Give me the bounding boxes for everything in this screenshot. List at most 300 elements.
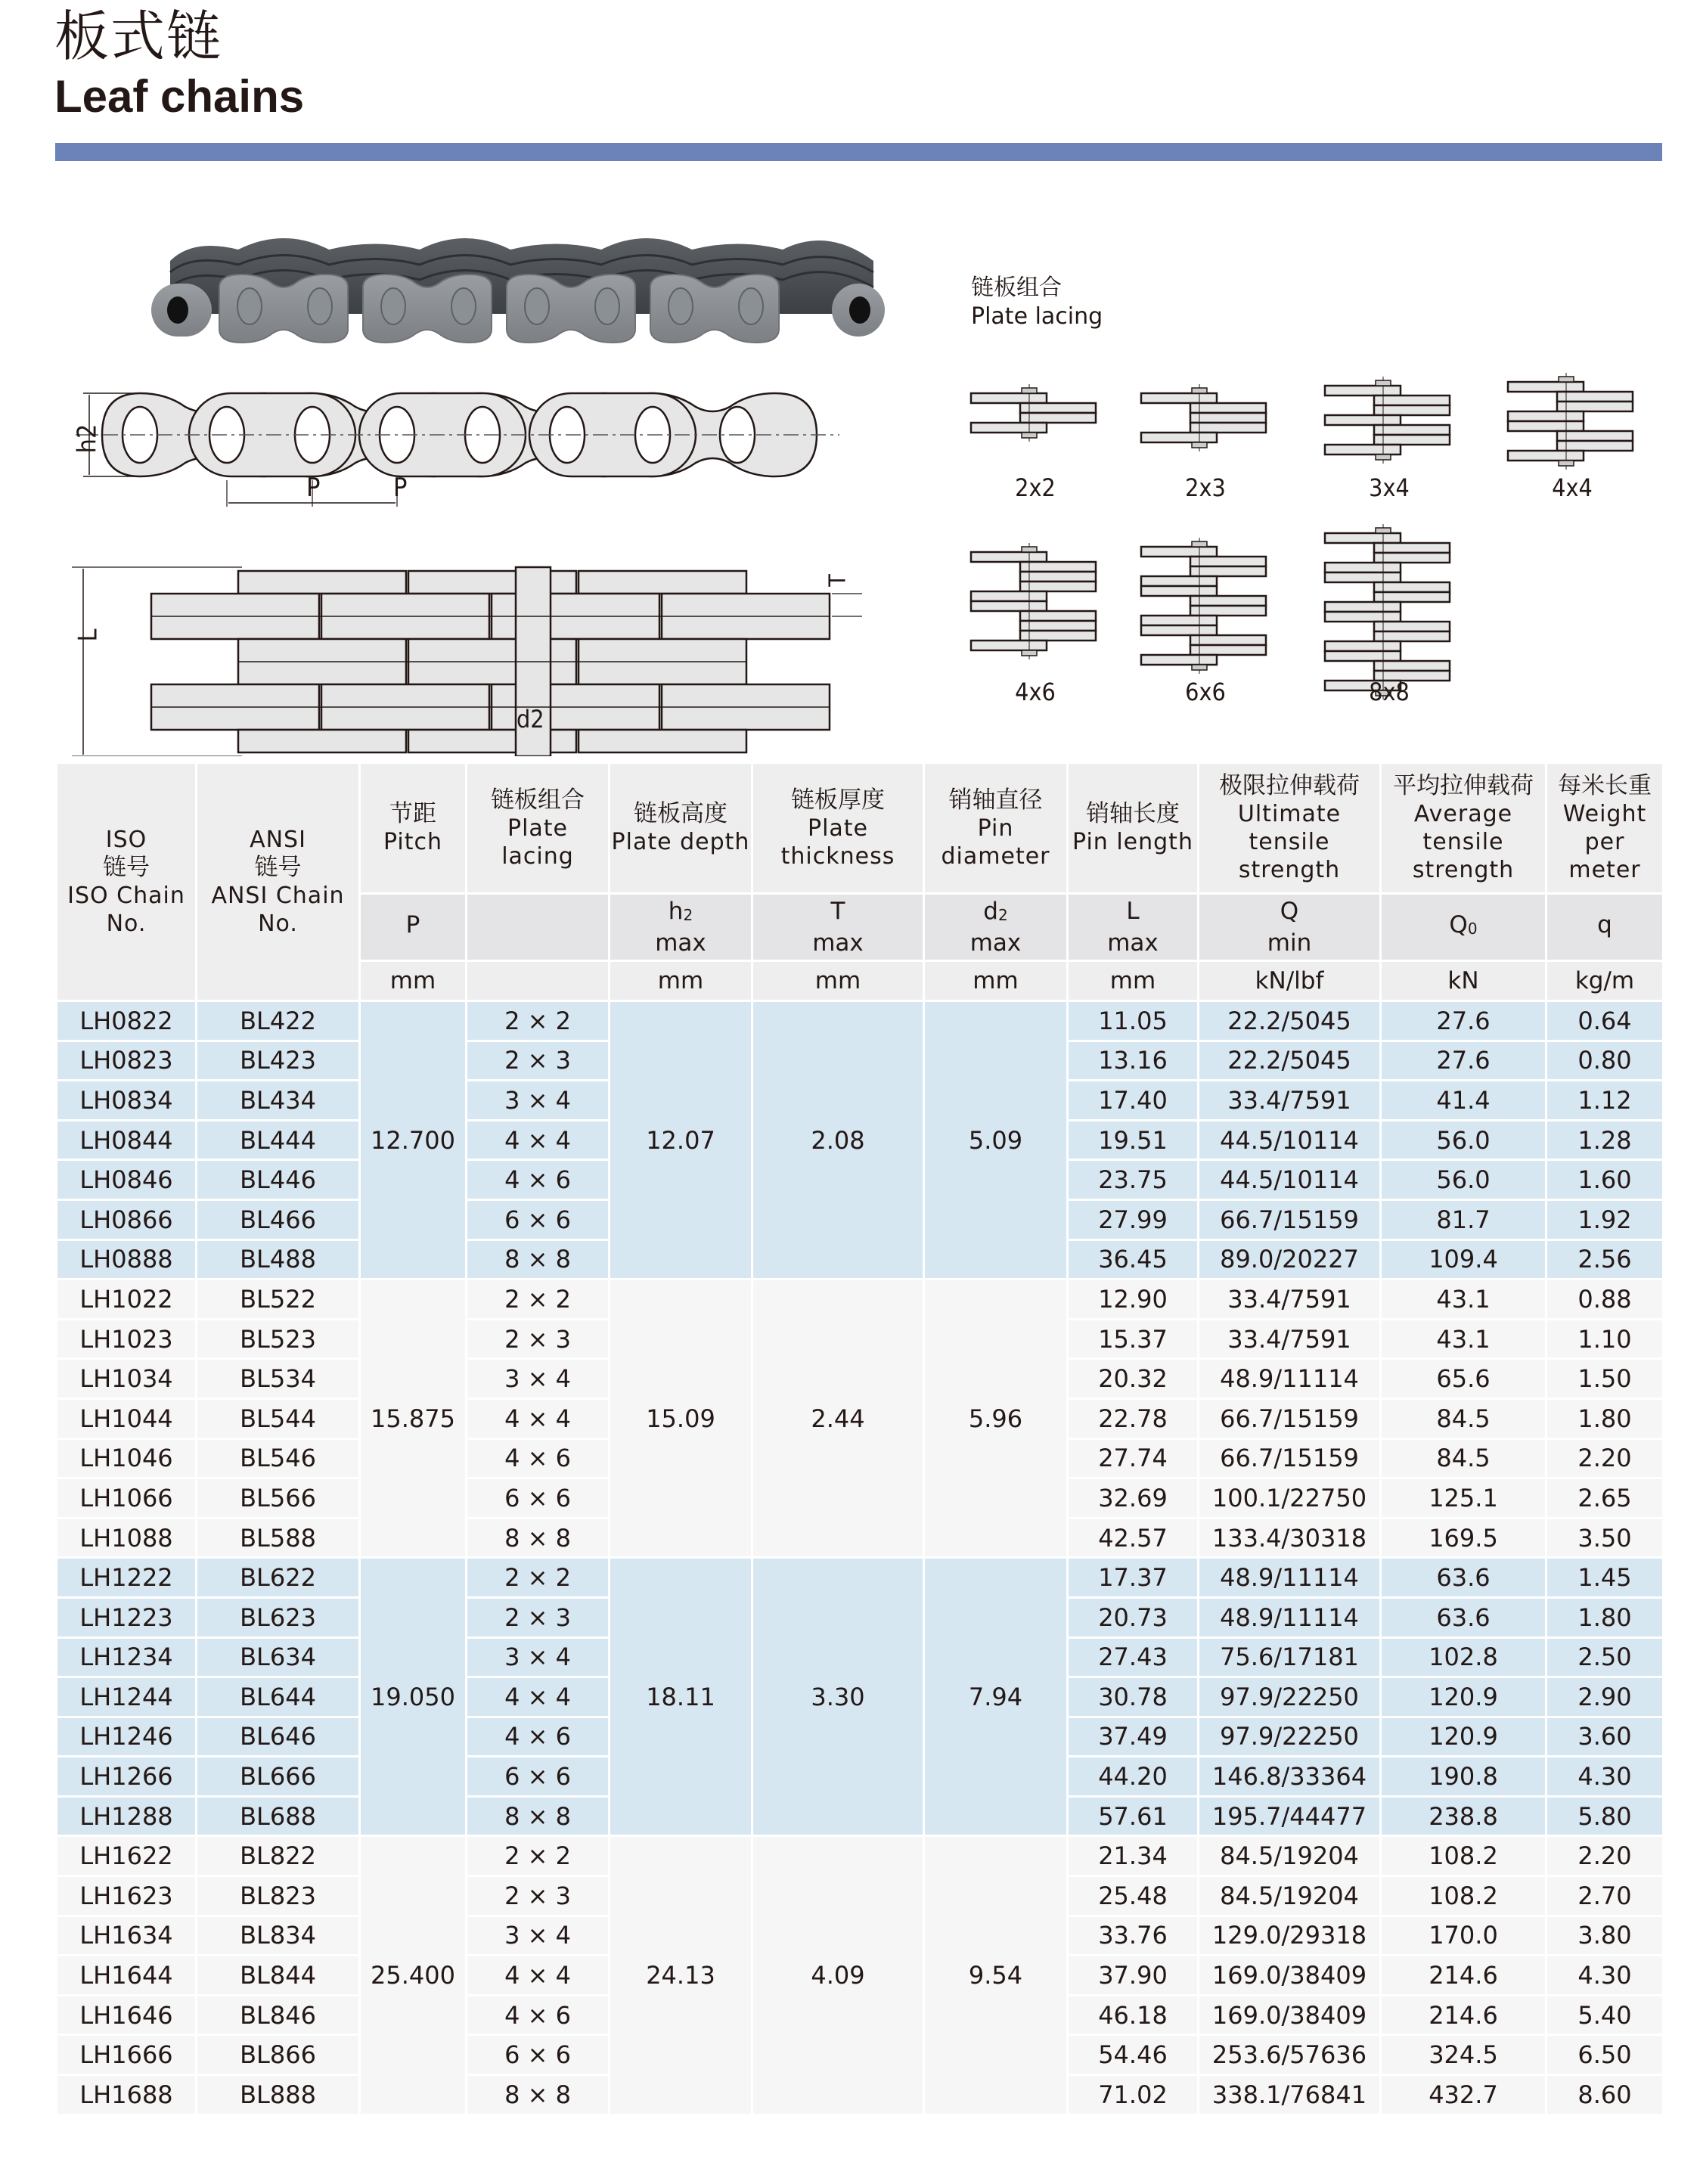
col-symbol: Q (1449, 911, 1468, 938)
weight-per-meter-value: 4.30 (1546, 1956, 1664, 1996)
weight-per-meter-value: 2.50 (1546, 1637, 1664, 1677)
weight-per-meter-value: 3.80 (1546, 1916, 1664, 1956)
plate-lacing-value: 8 × 8 (467, 1239, 610, 1280)
iso-label-en: ISO Chain No. (67, 883, 185, 937)
ansi-chain-no: BL646 (197, 1717, 360, 1757)
col-header-9 (1381, 763, 1546, 894)
col-header-5 (752, 763, 924, 894)
average-strength-value: 63.6 (1381, 1597, 1546, 1637)
plate-lacing-icon (952, 541, 1118, 662)
pin-length-value: 44.20 (1068, 1757, 1199, 1797)
leaf-chain-spec-table (55, 762, 1664, 2116)
plate-lacing-value: 3 × 4 (467, 1081, 610, 1121)
col-title-en: Pin diameter (941, 814, 1050, 870)
ansi-chain-no: BL634 (197, 1637, 360, 1677)
weight-per-meter-value: 2.70 (1546, 1876, 1664, 1916)
plate-depth-value: 24.13 (610, 1836, 752, 2114)
plate-thickness-value: 3.30 (752, 1558, 924, 1836)
pin-length-value: 11.05 (1068, 1001, 1199, 1041)
col-unit: mm (973, 966, 1019, 994)
plate-lacing-value: 4 × 4 (467, 1677, 610, 1717)
iso-chain-no: LH1666 (57, 2035, 197, 2075)
leaf-chain-photo (147, 231, 889, 344)
col-title-en: Weight per meter (1562, 801, 1647, 883)
col-unit-9 (1381, 961, 1546, 1001)
ansi-chain-no: BL423 (197, 1041, 360, 1081)
pin-length-value: 27.74 (1068, 1438, 1199, 1478)
pin-length-value: 21.34 (1068, 1836, 1199, 1876)
col-header-iso (57, 763, 197, 1001)
plate-lacing-value: 4 × 6 (467, 1438, 610, 1478)
ultimate-strength-value: 89.0/20227 (1199, 1239, 1381, 1280)
col-unit: kN (1447, 966, 1479, 994)
ultimate-strength-value: 338.1/76841 (1199, 2075, 1381, 2115)
col-header-7 (1068, 763, 1199, 894)
col-title-cn: 节距 (389, 800, 436, 827)
col-unit-5 (752, 961, 924, 1001)
iso-label-cn: 链号 (103, 854, 150, 881)
ansi-chain-no: BL446 (197, 1160, 360, 1200)
plate-lacing-value: 4 × 4 (467, 1398, 610, 1438)
plate-lacing-heading (971, 274, 1103, 331)
col-symbol: T (830, 897, 845, 925)
plate-lacing-item-4x4 (1489, 371, 1655, 502)
plate-lacing-value: 3 × 4 (467, 1916, 610, 1956)
table-row (57, 1001, 1664, 1041)
title-divider-bar (55, 143, 1662, 161)
ultimate-strength-value: 75.6/17181 (1199, 1637, 1381, 1677)
col-symbol-3 (467, 894, 610, 961)
ultimate-strength-value: 66.7/15159 (1199, 1438, 1381, 1478)
plate-lacing-value: 3 × 4 (467, 1637, 610, 1677)
pitch-value: 19.050 (360, 1558, 467, 1836)
plate-lacing-item-2x2 (952, 382, 1118, 502)
col-unit-7 (1068, 961, 1199, 1001)
ansi-label-en: ANSI Chain No. (211, 883, 345, 937)
col-unit-3 (467, 961, 610, 1001)
pitch-dimension-label-2: P (393, 473, 408, 503)
plate-lacing-value: 6 × 6 (467, 1478, 610, 1519)
plate-lacing-value: 6 × 6 (467, 2035, 610, 2075)
pin-diameter-value: 9.54 (924, 1836, 1068, 2114)
col-title-en: Ultimate tensile strength (1237, 801, 1342, 883)
ansi-chain-no: BL844 (197, 1956, 360, 1996)
col-symbol-8 (1199, 894, 1381, 961)
iso-chain-no: LH0823 (57, 1041, 197, 1081)
plate-lacing-value: 2 × 2 (467, 1280, 610, 1320)
col-header-2 (360, 763, 467, 894)
pin-diameter-value: 5.09 (924, 1001, 1068, 1280)
pin-length-value: 27.99 (1068, 1199, 1199, 1239)
ansi-label: ANSI (250, 827, 306, 853)
col-title-cn: 极限拉伸载荷 (1219, 772, 1360, 799)
ansi-chain-no: BL834 (197, 1916, 360, 1956)
ansi-chain-no: BL644 (197, 1677, 360, 1717)
plate-depth-value: 18.11 (610, 1558, 752, 1836)
col-unit-8 (1199, 961, 1381, 1001)
ultimate-strength-value: 84.5/19204 (1199, 1836, 1381, 1876)
iso-chain-no: LH0888 (57, 1239, 197, 1280)
pin-diameter-value: 5.96 (924, 1280, 1068, 1558)
iso-chain-no: LH0866 (57, 1199, 197, 1239)
pitch-value: 12.700 (360, 1001, 467, 1280)
col-header-6 (924, 763, 1068, 894)
plate-lacing-value: 2 × 3 (467, 1319, 610, 1359)
average-strength-value: 27.6 (1381, 1041, 1546, 1081)
weight-per-meter-value: 0.88 (1546, 1280, 1664, 1320)
iso-chain-no: LH1644 (57, 1956, 197, 1996)
side-view-diagram (53, 371, 885, 514)
pin-length-value: 42.57 (1068, 1518, 1199, 1558)
iso-chain-no: LH1046 (57, 1438, 197, 1478)
average-strength-value: 120.9 (1381, 1717, 1546, 1757)
ansi-chain-no: BL588 (197, 1518, 360, 1558)
ansi-chain-no: BL523 (197, 1319, 360, 1359)
average-strength-value: 102.8 (1381, 1637, 1546, 1677)
ansi-chain-no: BL622 (197, 1558, 360, 1598)
col-symbol-2 (360, 894, 467, 961)
ansi-chain-no: BL488 (197, 1239, 360, 1280)
col-limit: max (1107, 929, 1159, 957)
average-strength-value: 27.6 (1381, 1001, 1546, 1041)
col-unit: kN/lbf (1255, 966, 1324, 994)
plate-lacing-title-cn: 链板组合 (971, 275, 1062, 301)
weight-per-meter-value: 0.64 (1546, 1001, 1664, 1041)
iso-chain-no: LH0822 (57, 1001, 197, 1041)
pin-length-value: 32.69 (1068, 1478, 1199, 1519)
weight-per-meter-value: 6.50 (1546, 2035, 1664, 2075)
ultimate-strength-value: 48.9/11114 (1199, 1359, 1381, 1399)
weight-per-meter-value: 3.60 (1546, 1717, 1664, 1757)
ultimate-strength-value: 97.9/22250 (1199, 1717, 1381, 1757)
col-unit: mm (814, 966, 861, 994)
pin-length-value: 23.75 (1068, 1160, 1199, 1200)
plate-lacing-label: 3x4 (1369, 473, 1410, 502)
plate-lacing-item-4x6 (952, 541, 1118, 706)
weight-per-meter-value: 1.60 (1546, 1160, 1664, 1200)
iso-chain-no: LH1244 (57, 1677, 197, 1717)
col-unit: kg/m (1574, 966, 1635, 994)
average-strength-value: 190.8 (1381, 1757, 1546, 1797)
weight-per-meter-value: 1.28 (1546, 1120, 1664, 1160)
col-title-cn: 每米长重 (1558, 772, 1652, 799)
col-unit-10 (1546, 961, 1664, 1001)
iso-chain-no: LH1234 (57, 1637, 197, 1677)
iso-chain-no: LH0834 (57, 1081, 197, 1121)
iso-chain-no: LH1022 (57, 1280, 197, 1320)
col-symbol: q (1597, 911, 1612, 938)
weight-per-meter-value: 2.90 (1546, 1677, 1664, 1717)
pin-length-value: 17.37 (1068, 1558, 1199, 1598)
col-symbol-sub: 2 (683, 905, 693, 924)
col-symbol-sub: 0 (1467, 920, 1478, 938)
pitch-group-12.700 (57, 1001, 1664, 1280)
ansi-chain-no: BL866 (197, 2035, 360, 2075)
col-title-en: Plate lacing (501, 814, 574, 870)
average-strength-value: 214.6 (1381, 1956, 1546, 1996)
plate-lacing-value: 8 × 8 (467, 1518, 610, 1558)
col-unit: mm (389, 966, 436, 994)
pin-diameter-value: 7.94 (924, 1558, 1068, 1836)
average-strength-value: 84.5 (1381, 1398, 1546, 1438)
ultimate-strength-value: 169.0/38409 (1199, 1995, 1381, 2035)
pin-length-value: 46.18 (1068, 1995, 1199, 2035)
ansi-chain-no: BL822 (197, 1836, 360, 1876)
col-symbol-5 (752, 894, 924, 961)
plate-lacing-value: 2 × 2 (467, 1836, 610, 1876)
average-strength-value: 238.8 (1381, 1796, 1546, 1836)
ultimate-strength-value: 22.2/5045 (1199, 1001, 1381, 1041)
col-header-10 (1546, 763, 1664, 894)
pin-diameter-dimension-label: d2 (517, 705, 544, 734)
plate-lacing-icon (1306, 374, 1472, 466)
col-unit-6 (924, 961, 1068, 1001)
plate-lacing-label: 2x3 (1185, 473, 1226, 502)
pin-length-value: 15.37 (1068, 1319, 1199, 1359)
weight-per-meter-value: 2.56 (1546, 1239, 1664, 1280)
col-symbol-10 (1546, 894, 1664, 961)
plate-lacing-value: 4 × 4 (467, 1956, 610, 1996)
pitch-group-19.050 (57, 1558, 1664, 1836)
weight-per-meter-value: 8.60 (1546, 2075, 1664, 2115)
plate-lacing-icon (1122, 535, 1289, 676)
ultimate-strength-value: 33.4/7591 (1199, 1319, 1381, 1359)
pin-length-value: 30.78 (1068, 1677, 1199, 1717)
average-strength-value: 81.7 (1381, 1199, 1546, 1239)
pin-length-value: 37.90 (1068, 1956, 1199, 1996)
average-strength-value: 43.1 (1381, 1319, 1546, 1359)
col-symbol-sub: 2 (997, 905, 1008, 924)
pin-length-value: 37.49 (1068, 1717, 1199, 1757)
plate-lacing-item-2x3 (1122, 382, 1289, 502)
ansi-chain-no: BL623 (197, 1597, 360, 1637)
iso-chain-no: LH1288 (57, 1796, 197, 1836)
col-symbol: L (1126, 897, 1140, 925)
ultimate-strength-value: 133.4/30318 (1199, 1518, 1381, 1558)
ultimate-strength-value: 48.9/11114 (1199, 1558, 1381, 1598)
iso-chain-no: LH1266 (57, 1757, 197, 1797)
table-row (57, 1836, 1664, 1876)
pin-length-value: 57.61 (1068, 1796, 1199, 1836)
col-header-4 (610, 763, 752, 894)
ultimate-strength-value: 44.5/10114 (1199, 1160, 1381, 1200)
pin-length-value: 54.46 (1068, 2035, 1199, 2075)
weight-per-meter-value: 2.20 (1546, 1836, 1664, 1876)
pin-length-value: 13.16 (1068, 1041, 1199, 1081)
col-title-cn: 链板组合 (491, 786, 585, 814)
height-dimension-label: h2 (72, 423, 103, 454)
ansi-chain-no: BL666 (197, 1757, 360, 1797)
average-strength-value: 65.6 (1381, 1359, 1546, 1399)
average-strength-value: 43.1 (1381, 1280, 1546, 1320)
col-title-cn: 销轴长度 (1086, 800, 1180, 827)
ansi-chain-no: BL688 (197, 1796, 360, 1836)
plate-lacing-value: 8 × 8 (467, 1796, 610, 1836)
iso-chain-no: LH1646 (57, 1995, 197, 2035)
ansi-chain-no: BL546 (197, 1438, 360, 1478)
page-title-chinese: 板式链 (54, 5, 223, 68)
col-unit: mm (1109, 966, 1156, 994)
weight-per-meter-value: 1.50 (1546, 1359, 1664, 1399)
average-strength-value: 108.2 (1381, 1836, 1546, 1876)
ultimate-strength-value: 195.7/44477 (1199, 1796, 1381, 1836)
average-strength-value: 120.9 (1381, 1677, 1546, 1717)
plate-lacing-label: 4x4 (1552, 473, 1593, 502)
plate-lacing-icon (952, 382, 1118, 444)
average-strength-value: 41.4 (1381, 1081, 1546, 1121)
length-dimension-label: L (73, 628, 104, 642)
weight-per-meter-value: 0.80 (1546, 1041, 1664, 1081)
iso-chain-no: LH1223 (57, 1597, 197, 1637)
weight-per-meter-value: 2.65 (1546, 1478, 1664, 1519)
average-strength-value: 109.4 (1381, 1239, 1546, 1280)
pitch-value: 15.875 (360, 1280, 467, 1558)
plate-lacing-value: 2 × 3 (467, 1876, 610, 1916)
pitch-dimension-label-1: P (306, 473, 321, 503)
average-strength-value: 214.6 (1381, 1995, 1546, 2035)
weight-per-meter-value: 4.30 (1546, 1757, 1664, 1797)
iso-chain-no: LH1066 (57, 1478, 197, 1519)
ansi-chain-no: BL846 (197, 1995, 360, 2035)
plate-lacing-label: 6x6 (1185, 678, 1226, 706)
iso-label: ISO (105, 827, 147, 853)
thickness-dimension-label: T (824, 574, 852, 587)
weight-per-meter-value: 5.80 (1546, 1796, 1664, 1836)
iso-chain-no: LH1034 (57, 1359, 197, 1399)
table-row (57, 1280, 1664, 1320)
weight-per-meter-value: 1.45 (1546, 1558, 1664, 1598)
iso-chain-no: LH0846 (57, 1160, 197, 1200)
plate-lacing-icon (1122, 382, 1289, 454)
plate-thickness-value: 2.08 (752, 1001, 924, 1280)
ultimate-strength-value: 33.4/7591 (1199, 1081, 1381, 1121)
pitch-value: 25.400 (360, 1836, 467, 2114)
col-symbol-9 (1381, 894, 1546, 961)
pin-length-value: 17.40 (1068, 1081, 1199, 1121)
plate-lacing-icon (1489, 371, 1655, 472)
plate-lacing-value: 4 × 6 (467, 1160, 610, 1200)
iso-chain-no: LH1222 (57, 1558, 197, 1598)
top-view-diagram (53, 560, 885, 756)
ansi-chain-no: BL422 (197, 1001, 360, 1041)
ultimate-strength-value: 146.8/33364 (1199, 1757, 1381, 1797)
pin-length-value: 22.78 (1068, 1398, 1199, 1438)
ansi-chain-no: BL823 (197, 1876, 360, 1916)
iso-chain-no: LH1622 (57, 1836, 197, 1876)
weight-per-meter-value: 1.12 (1546, 1081, 1664, 1121)
pin-length-value: 20.32 (1068, 1359, 1199, 1399)
pin-length-value: 25.48 (1068, 1876, 1199, 1916)
ansi-chain-no: BL544 (197, 1398, 360, 1438)
col-header-ansi (197, 763, 360, 1001)
average-strength-value: 56.0 (1381, 1160, 1546, 1200)
average-strength-value: 324.5 (1381, 2035, 1546, 2075)
col-limit: max (812, 929, 864, 957)
plate-lacing-value: 4 × 6 (467, 1717, 610, 1757)
average-strength-value: 84.5 (1381, 1438, 1546, 1478)
plate-thickness-value: 4.09 (752, 1836, 924, 2114)
weight-per-meter-value: 1.10 (1546, 1319, 1664, 1359)
ansi-chain-no: BL888 (197, 2075, 360, 2115)
col-symbol-7 (1068, 894, 1199, 961)
ultimate-strength-value: 48.9/11114 (1199, 1597, 1381, 1637)
average-strength-value: 63.6 (1381, 1558, 1546, 1598)
ultimate-strength-value: 100.1/22750 (1199, 1478, 1381, 1519)
weight-per-meter-value: 3.50 (1546, 1518, 1664, 1558)
ultimate-strength-value: 66.7/15159 (1199, 1398, 1381, 1438)
weight-per-meter-value: 1.80 (1546, 1398, 1664, 1438)
plate-lacing-value: 4 × 6 (467, 1995, 610, 2035)
ansi-chain-no: BL434 (197, 1081, 360, 1121)
col-unit-2 (360, 961, 467, 1001)
ansi-chain-no: BL534 (197, 1359, 360, 1399)
pitch-group-15.875 (57, 1280, 1664, 1558)
iso-chain-no: LH1634 (57, 1916, 197, 1956)
plate-lacing-value: 2 × 2 (467, 1558, 610, 1598)
weight-per-meter-value: 1.80 (1546, 1597, 1664, 1637)
average-strength-value: 170.0 (1381, 1916, 1546, 1956)
iso-chain-no: LH1688 (57, 2075, 197, 2115)
ultimate-strength-value: 84.5/19204 (1199, 1876, 1381, 1916)
pin-length-value: 27.43 (1068, 1637, 1199, 1677)
iso-chain-no: LH0844 (57, 1120, 197, 1160)
weight-per-meter-value: 1.92 (1546, 1199, 1664, 1239)
col-symbol-4 (610, 894, 752, 961)
ansi-chain-no: BL566 (197, 1478, 360, 1519)
plate-lacing-item-8x8 (1306, 522, 1472, 705)
iso-chain-no: LH1088 (57, 1518, 197, 1558)
col-symbol: Q (1280, 897, 1299, 925)
col-title-en: Plate depth (611, 829, 750, 855)
table-header (57, 763, 1664, 1001)
ansi-chain-no: BL466 (197, 1199, 360, 1239)
plate-lacing-label: 8x8 (1369, 678, 1410, 706)
plate-depth-value: 15.09 (610, 1280, 752, 1558)
col-title-cn: 链板高度 (634, 800, 727, 827)
col-header-3 (467, 763, 610, 894)
pin-length-value: 71.02 (1068, 2075, 1199, 2115)
average-strength-value: 56.0 (1381, 1120, 1546, 1160)
plate-lacing-label: 4x6 (1015, 678, 1056, 706)
plate-lacing-value: 6 × 6 (467, 1757, 610, 1797)
average-strength-value: 108.2 (1381, 1876, 1546, 1916)
average-strength-value: 125.1 (1381, 1478, 1546, 1519)
pitch-group-25.400 (57, 1836, 1664, 2114)
plate-lacing-label: 2x2 (1015, 473, 1056, 502)
plate-lacing-value: 2 × 3 (467, 1041, 610, 1081)
ultimate-strength-value: 253.6/57636 (1199, 2035, 1381, 2075)
pin-length-value: 20.73 (1068, 1597, 1199, 1637)
pin-length-value: 19.51 (1068, 1120, 1199, 1160)
ansi-chain-no: BL522 (197, 1280, 360, 1320)
col-unit: mm (657, 966, 704, 994)
pin-length-value: 36.45 (1068, 1239, 1199, 1280)
plate-lacing-title-en: Plate lacing (971, 303, 1103, 330)
ansi-label-cn: 链号 (254, 854, 302, 881)
plate-depth-value: 12.07 (610, 1001, 752, 1280)
plate-lacing-icon (1306, 522, 1472, 702)
plate-lacing-item-6x6 (1122, 535, 1289, 706)
weight-per-meter-value: 2.20 (1546, 1438, 1664, 1478)
plate-lacing-value: 8 × 8 (467, 2075, 610, 2115)
ultimate-strength-value: 44.5/10114 (1199, 1120, 1381, 1160)
col-title-cn: 链板厚度 (791, 786, 885, 814)
col-title-en: Average tensile strength (1412, 801, 1515, 883)
plate-thickness-value: 2.44 (752, 1280, 924, 1558)
ultimate-strength-value: 33.4/7591 (1199, 1280, 1381, 1320)
page-title-english: Leaf chains (54, 71, 305, 122)
col-title-cn: 平均拉伸载荷 (1393, 772, 1534, 799)
